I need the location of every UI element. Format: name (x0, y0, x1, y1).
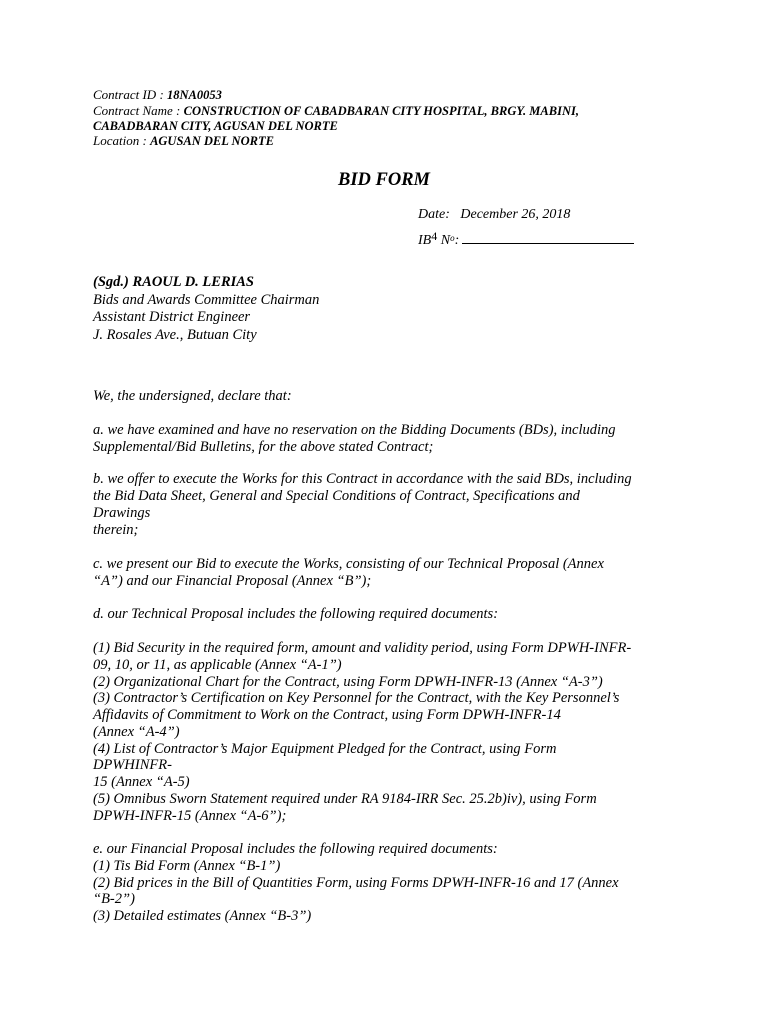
ib-number-blank (462, 243, 634, 244)
contract-name-value-2: CABADBARAN CITY, AGUSAN DEL NORTE (93, 119, 338, 133)
location-value: AGUSAN DEL NORTE (150, 134, 274, 148)
body-line: (1) Tis Bid Form (Annex “B-1”) (93, 858, 281, 874)
contract-id-label: Contract ID : (93, 87, 168, 102)
contract-name-line-2 (93, 118, 338, 134)
date-value: December 26, 2018 (460, 207, 571, 222)
contract-id-line (93, 87, 222, 103)
body-line: b. we offer to execute the Works for this Contract in accordance with the said BDs, including (93, 471, 632, 487)
body-line: (3) Detailed estimates (Annex “B-3”) (93, 908, 312, 924)
body-line: Supplemental/Bid Bulletins, for the above stated Contract; (93, 439, 434, 455)
body-line: (2) Bid prices in the Bill of Quantities Form, using Forms DPWH-INFR-16 and 17 (Annex (93, 875, 619, 891)
body-line: (5) Omnibus Sworn Statement required under RA 9184-IRR Sec. 25.2b)iv), using Form (93, 791, 597, 807)
addressee-title-2: Assistant District Engineer (93, 309, 251, 325)
addressee-name: (Sgd.) RAOUL D. LERIAS (93, 274, 255, 290)
body-line: therein; (93, 522, 139, 538)
location-line (93, 133, 274, 149)
body-line: 09, 10, or 11, as applicable (Annex “A-1”) (93, 657, 342, 673)
body-line: (2) Organizational Chart for the Contract, using Form DPWH-INFR-13 (Annex “A-3”) (93, 674, 603, 690)
document-title: BID FORM (337, 170, 430, 190)
body-line: (3) Contractor’s Certification on Key Personnel for the Contract, with the Key Personnel’s (93, 690, 620, 706)
body-line: d. our Technical Proposal includes the following required documents: (93, 606, 499, 622)
date-label: Date: (418, 207, 450, 222)
body-line: c. we present our Bid to execute the Works, consisting of our Technical Proposal (Annex (93, 556, 604, 572)
contract-id-value: 18NA0053 (167, 88, 222, 102)
ib-label: IB (418, 233, 432, 248)
body-line: (Annex “A-4”) (93, 724, 180, 740)
date-line (418, 206, 570, 224)
body-line: DPWHINFR- (93, 757, 172, 773)
body-line: Affidavits of Commitment to Work on the Contract, using Form DPWH-INFR-14 (93, 707, 561, 723)
no-superscript: o (450, 233, 455, 243)
body-line: (1) Bid Security in the required form, amount and validity period, using Form DPWH-INFR- (93, 640, 632, 656)
body-line: We, the undersigned, declare that: (93, 388, 292, 404)
body-line: “A”) and our Financial Proposal (Annex “B”); (93, 573, 372, 589)
contract-name-value-1: CONSTRUCTION OF CABADBARAN CITY HOSPITAL, BRGY. MABINI, (183, 104, 579, 118)
ib-number-line (418, 227, 634, 250)
addressee-title-1: Bids and Awards Committee Chairman (93, 292, 320, 308)
body-line: 15 (Annex “A-5) (93, 774, 190, 790)
no-colon: : (454, 233, 460, 248)
body-line: e. our Financial Proposal includes the following required documents: (93, 841, 498, 857)
ib-superscript: 4 (431, 229, 438, 243)
body-line: DPWH-INFR-15 (Annex “A-6”); (93, 808, 287, 824)
contract-name-line (93, 103, 579, 119)
body-line: the Bid Data Sheet, General and Special Conditions of Contract, Specifications and (93, 488, 580, 504)
no-label: N (437, 233, 451, 248)
location-label: Location : (93, 133, 151, 148)
body-line: Drawings (93, 505, 151, 521)
addressee-address: J. Rosales Ave., Butuan City (93, 327, 257, 343)
body-line: “B-2”) (93, 891, 135, 907)
body-line: a. we have examined and have no reservation on the Bidding Documents (BDs), including (93, 422, 616, 438)
contract-name-label: Contract Name : (93, 103, 184, 118)
body-line: (4) List of Contractor’s Major Equipment Pledged for the Contract, using Form (93, 741, 557, 757)
